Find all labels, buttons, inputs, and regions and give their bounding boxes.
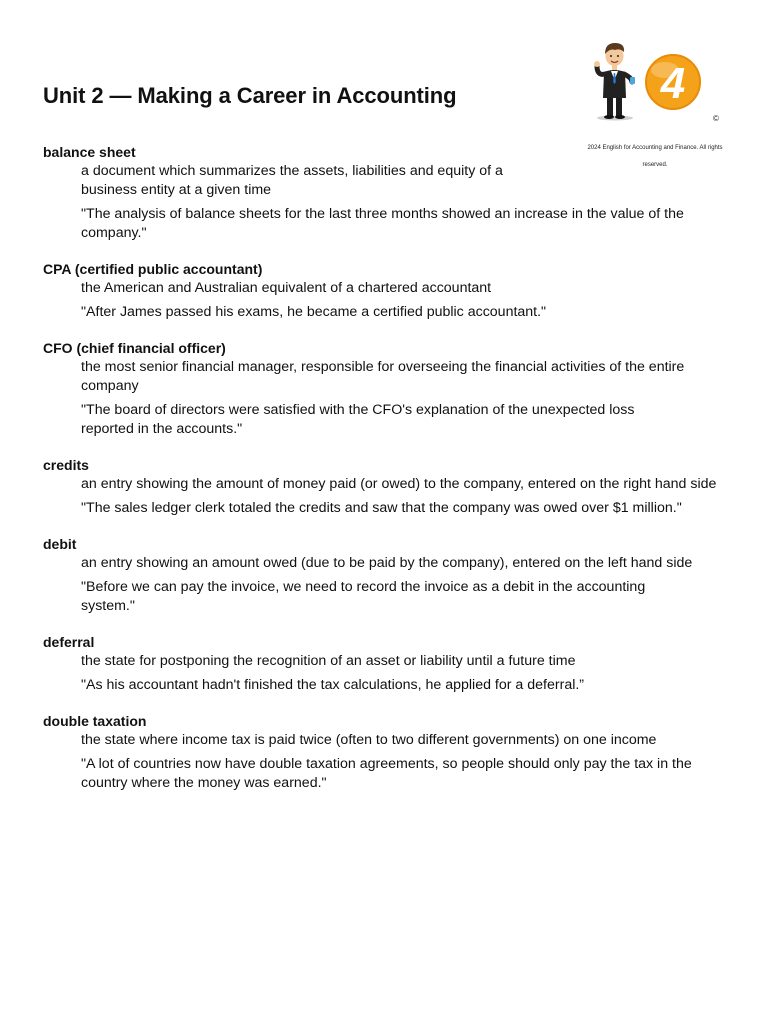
glossary-entry: [43, 633, 733, 695]
businessman-icon: [585, 40, 725, 130]
glossary-term: balance sheet: [43, 144, 136, 160]
glossary-entry: [43, 339, 733, 439]
glossary-example: "After James passed his exams, he became a certified public accountant.": [81, 304, 547, 320]
copyright-text: 2024 English for Accounting and Finance. All rights reserved.: [587, 145, 723, 168]
copyright-symbol: ©: [713, 114, 719, 123]
glossary-list: [43, 143, 733, 810]
glossary-example: "The analysis of balance sheets for the last three months showed an increase in the value of the company.": [81, 206, 684, 241]
glossary-term: debit: [43, 536, 77, 552]
page-title: Unit 2 — Making a Career in Accounting: [43, 83, 457, 108]
glossary-term: deferral: [43, 634, 95, 650]
glossary-example: "A lot of countries now have double taxation agreements, so people should only pay the tax in the country where the money was earned.": [81, 756, 692, 791]
glossary-definition: the state for postponing the recognition of an asset or liability until a future time: [81, 653, 576, 669]
unit-logo: [585, 40, 725, 130]
glossary-definition: the most senior financial manager, responsible for overseeing the financial activities of the entire company: [81, 359, 685, 394]
glossary-definition: a document which summarizes the assets, liabilities and equity of a business entity at a given time: [81, 163, 503, 198]
glossary-term: CFO (chief financial officer): [43, 340, 226, 356]
glossary-term: CPA (certified public accountant): [43, 261, 263, 277]
glossary-example: "As his accountant hadn't finished the tax calculations, he applied for a deferral.”: [81, 677, 585, 693]
glossary-definition: the state where income tax is paid twice (often to two different governments) on one income: [81, 732, 657, 748]
glossary-entry: [43, 143, 733, 243]
glossary-entry: [43, 712, 733, 793]
glossary-entry: [43, 260, 733, 322]
glossary-example: "The sales ledger clerk totaled the credits and saw that the company was owed over $1 million.": [81, 500, 682, 516]
glossary-entry: [43, 456, 733, 518]
glossary-term: credits: [43, 457, 89, 473]
glossary-term: double taxation: [43, 713, 147, 729]
glossary-definition: the American and Australian equivalent of a chartered accountant: [81, 280, 492, 296]
glossary-example: "Before we can pay the invoice, we need to record the invoice as a debit in the accounting system.": [81, 579, 646, 614]
glossary-definition: an entry showing the amount of money paid (or owed) to the company, entered on the right hand side: [81, 476, 717, 492]
glossary-definition: an entry showing an amount owed (due to be paid by the company), entered on the left hand side: [81, 555, 693, 571]
glossary-entry: [43, 535, 733, 616]
glossary-example: "The board of directors were satisfied with the CFO's explanation of the unexpected loss reported in the accounts.": [81, 402, 635, 437]
unit-number: 4: [660, 59, 686, 108]
